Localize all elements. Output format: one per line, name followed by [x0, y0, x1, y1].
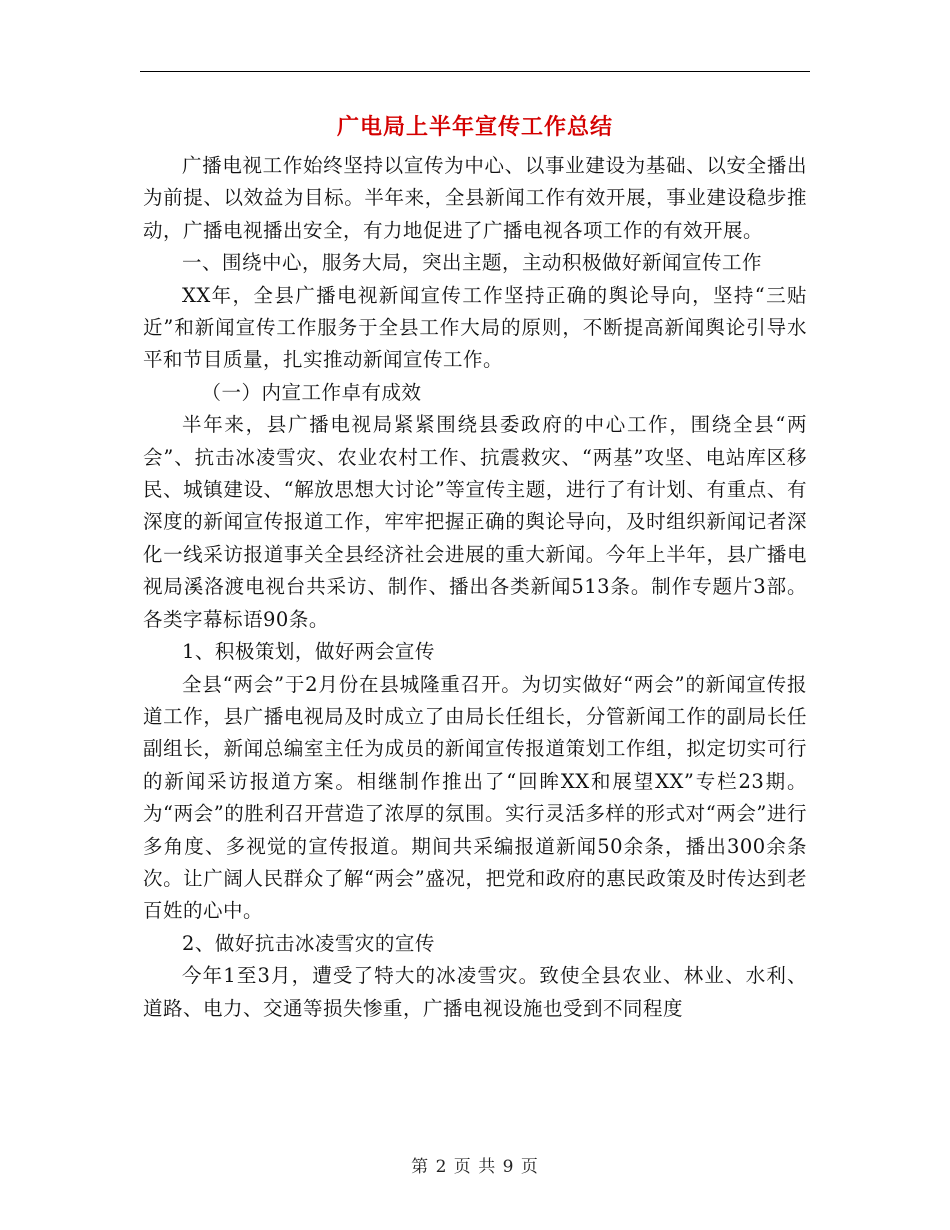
intro-paragraph: 广播电视工作始终坚持以宣传为中心、以事业建设为基础、以安全播出为前提、以效益为目标。半年来，全县新闻工作有效开展，事业建设稳步推动，广播电视播出安全，有力地促进了广播电视各项工作的有效开展。	[143, 154, 807, 242]
section-1-paragraph: XX年，全县广播电视新闻宣传工作坚持正确的舆论导向，坚持“三贴近”和新闻宣传工作服务于全县工作大局的原则，不断提高新闻舆论引导水平和节目质量，扎实推动新闻宣传工作。	[143, 283, 807, 372]
item-heading-snow-disaster: 2、做好抗击冰凌雪灾的宣传	[182, 931, 435, 955]
subsection-heading-internal-publicity: （一）内宣工作卓有成效	[201, 380, 422, 404]
document-title: 广电局上半年宣传工作总结	[336, 114, 613, 140]
item-heading-two-sessions: 1、积极策划，做好两会宣传	[182, 640, 435, 664]
section-heading-1: 一、围绕中心，服务大局，突出主题，主动积极做好新闻宣传工作	[182, 251, 763, 275]
page-number-footer: 第 2 页 共 9 页	[411, 1157, 539, 1177]
header-rule	[140, 71, 810, 72]
snow-disaster-paragraph: 今年1至3月，遭受了特大的冰凌雪灾。致使全县农业、林业、水利、道路、电力、交通等损失惨重，广播电视设施也受到不同程度	[143, 964, 807, 1020]
document-body	[143, 150, 807, 1025]
internal-publicity-paragraph: 半年来，县广播电视局紧紧围绕县委政府的中心工作，围绕全县“两会”、抗击冰凌雪灾、农业农村工作、抗震救灾、“两基”攻坚、电站库区移民、城镇建设、“解放思想大讨论”等宣传主题，进行了有计划、有重点、有深度的新闻宣传报道工作，牢牢把握正确的舆论导向，及时组织新闻记者深化一线采访报道事关全县经济社会进展的重大新闻。今年上半年，县广播电视局溪洛渡电视台共采访、制作、播出各类新闻513条。制作专题片3部。各类字幕标语90条。	[143, 413, 807, 631]
two-sessions-paragraph: 全县“两会”于2月份在县城隆重召开。为切实做好“两会”的新闻宣传报道工作，县广播电视局及时成立了由局长任组长，分管新闻工作的副局长任副组长，新闻总编室主任为成员的新闻宣传报道策划工作组，拟定切实可行的新闻采访报道方案。相继制作推出了“回眸XX和展望XX”专栏23期。为“两会”的胜利召开营造了浓厚的氛围。实行灵活多样的形式对“两会”进行多角度、多视觉的宣传报道。期间共采编报道新闻50余条，播出300余条次。让广阔人民群众了解“两会”盛况，把党和政府的惠民政策及时传达到老百姓的心中。	[143, 672, 807, 923]
